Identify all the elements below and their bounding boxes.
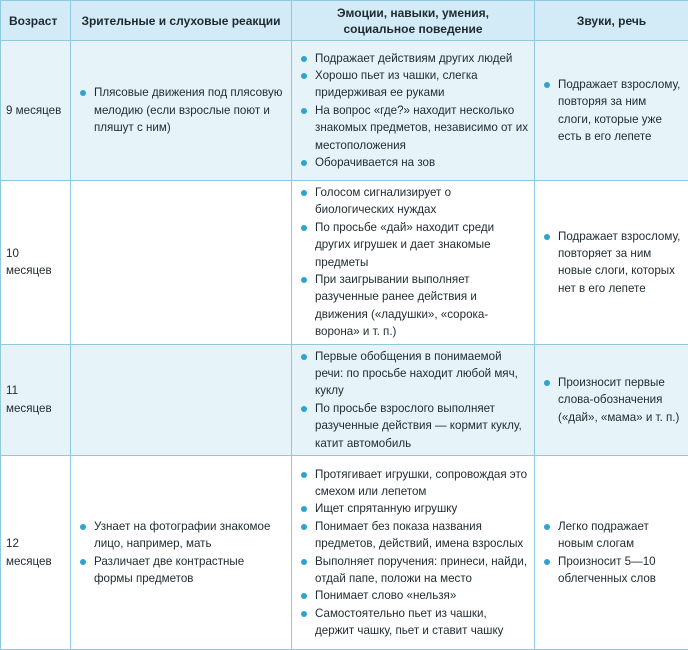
list-item: Подражает взрослому, повторяет за ним новые слоги, которых нет в его лепете bbox=[542, 228, 682, 298]
list-item: Подражает взрослому, повторяя за ним слоги, которые уже есть в его лепете bbox=[542, 76, 682, 146]
emotions-cell bbox=[292, 181, 535, 345]
visual-cell bbox=[71, 41, 292, 181]
visual-cell bbox=[71, 344, 292, 455]
list-item: Произносит 5—10 облегченных слов bbox=[542, 553, 682, 588]
header-emotions-line2: социальное поведение bbox=[343, 22, 482, 36]
speech-cell bbox=[535, 456, 688, 650]
speech-cell bbox=[535, 181, 688, 345]
list-item: Плясовые движения под плясовую мелодию (если взрослые поют и пляшут с ним) bbox=[78, 84, 285, 136]
speech-cell bbox=[535, 41, 688, 181]
list-item: По просьбе взрослого выполняет разученные действия — кормит куклу, катит автомобиль bbox=[299, 400, 528, 452]
age-cell: 12 месяцев bbox=[1, 456, 71, 650]
emotions-list bbox=[299, 348, 528, 452]
list-item: Ищет спрятанную игрушку bbox=[299, 500, 528, 517]
emotions-list bbox=[299, 466, 528, 640]
list-item: Узнает на фотографии знакомое лицо, например, мать bbox=[78, 518, 285, 553]
visual-list bbox=[78, 518, 285, 588]
list-item: Выполняет поручения: принеси, найди, отдай папе, положи на место bbox=[299, 553, 528, 588]
list-item: Протягивает игрушки, сопровождая это смехом или лепетом bbox=[299, 466, 528, 501]
list-item: Произносит первые слова-обозначения («дай», «мама» и т. п.) bbox=[542, 374, 682, 426]
visual-cell bbox=[71, 181, 292, 345]
list-item: Подражает действиям других людей bbox=[299, 50, 528, 67]
header-row bbox=[1, 1, 688, 41]
table-row bbox=[1, 41, 688, 181]
age-cell: 11 месяцев bbox=[1, 344, 71, 455]
list-item: Понимает без показа названия предметов, действий, имена взрослых bbox=[299, 518, 528, 553]
header-visual: Зрительные и слуховые реакции bbox=[71, 1, 292, 41]
emotions-cell bbox=[292, 456, 535, 650]
visual-list bbox=[78, 84, 285, 136]
header-age: Возраст bbox=[1, 1, 71, 41]
list-item: Легко подражает новым слогам bbox=[542, 518, 682, 553]
age-cell: 10 месяцев bbox=[1, 181, 71, 345]
list-item: На вопрос «где?» находит несколько знакомых предметов, независимо от их местоположения bbox=[299, 102, 528, 154]
list-item: Самостоятельно пьет из чашки, держит чашку, пьет и ставит чашку bbox=[299, 605, 528, 640]
table-row bbox=[1, 344, 688, 455]
header-speech: Звуки, речь bbox=[535, 1, 688, 41]
list-item: Оборачивается на зов bbox=[299, 154, 528, 171]
list-item: Понимает слово «нельзя» bbox=[299, 587, 528, 604]
table-row bbox=[1, 181, 688, 345]
emotions-list bbox=[299, 50, 528, 172]
header-emotions bbox=[292, 1, 535, 41]
age-cell: 9 месяцев bbox=[1, 41, 71, 181]
speech-list bbox=[542, 518, 682, 588]
list-item: Различает две контрастные формы предметов bbox=[78, 553, 285, 588]
speech-list bbox=[542, 374, 682, 426]
list-item: Первые обобщения в понимаемой речи: по просьбе находит любой мяч, куклу bbox=[299, 348, 528, 400]
table-row bbox=[1, 456, 688, 650]
speech-cell bbox=[535, 344, 688, 455]
emotions-list bbox=[299, 184, 528, 341]
emotions-cell bbox=[292, 41, 535, 181]
speech-list bbox=[542, 76, 682, 146]
list-item: Голосом сигнализирует о биологических нуждах bbox=[299, 184, 528, 219]
visual-cell bbox=[71, 456, 292, 650]
list-item: При заигрывании выполняет разученные ранее действия и движения («ладушки», «сорока-ворона» и т. п.) bbox=[299, 271, 528, 341]
list-item: По просьбе «дай» находит среди других игрушек и дает знакомые предметы bbox=[299, 219, 528, 271]
speech-list bbox=[542, 228, 682, 298]
list-item: Хорошо пьет из чашки, слегка придерживая ее руками bbox=[299, 67, 528, 102]
emotions-cell bbox=[292, 344, 535, 455]
header-emotions-line1: Эмоции, навыки, умения, bbox=[337, 6, 489, 20]
